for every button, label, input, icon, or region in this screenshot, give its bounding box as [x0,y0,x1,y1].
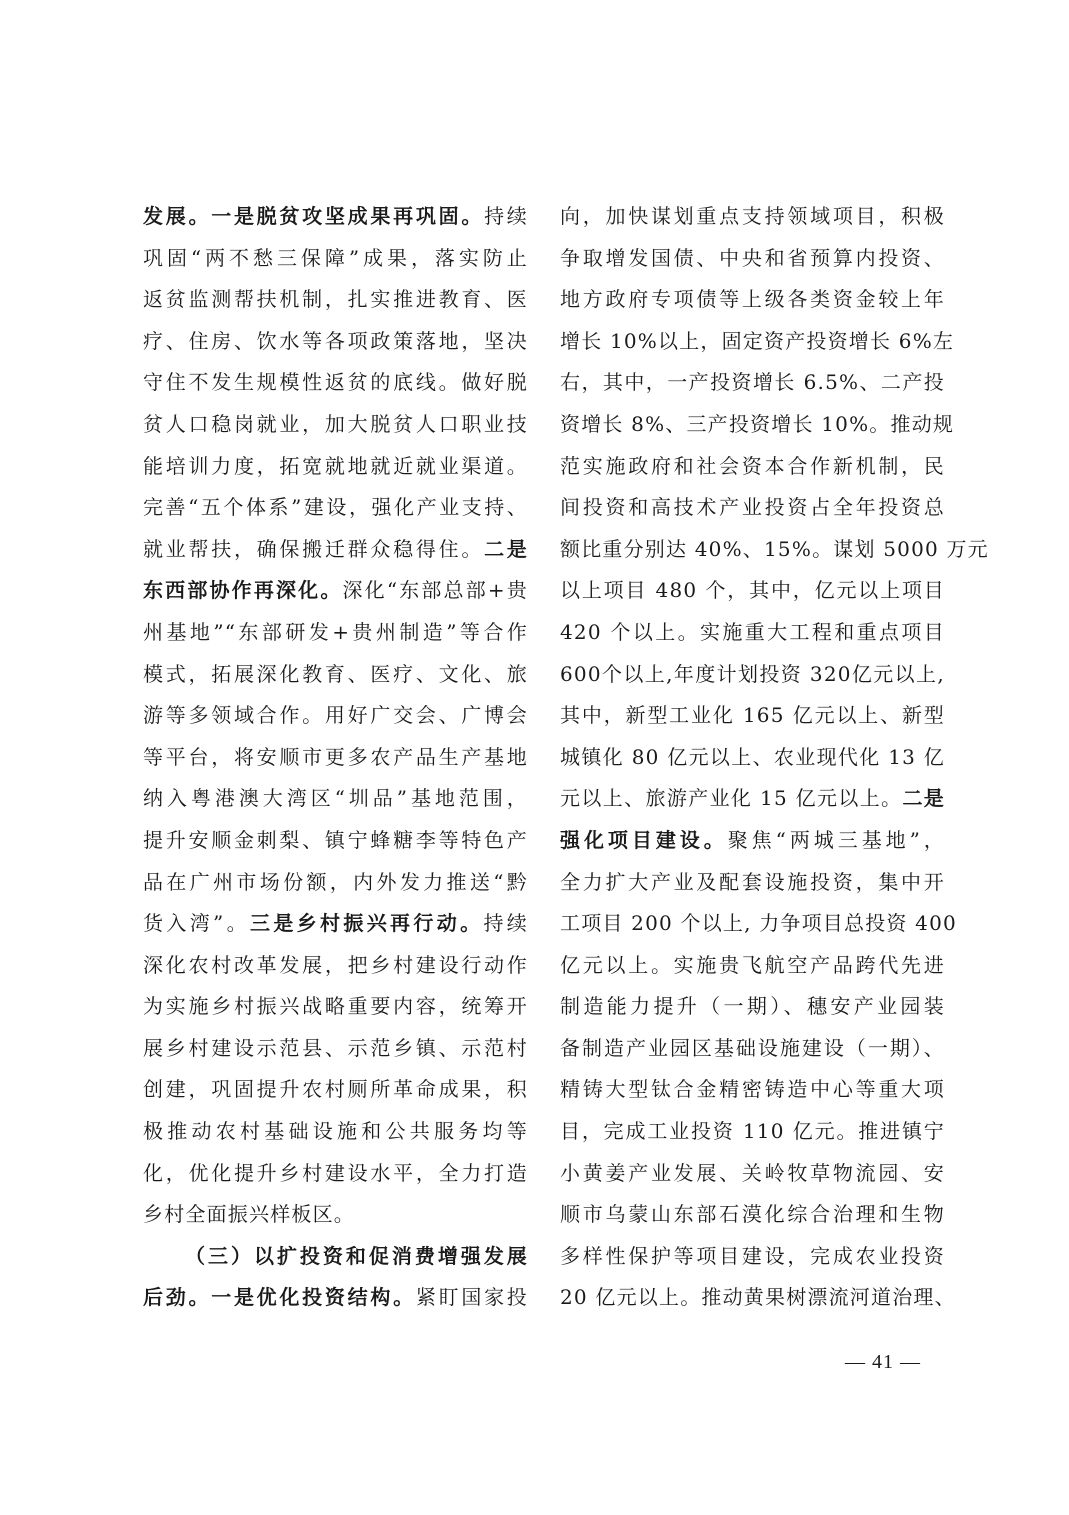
text-line [143,862,528,904]
text-line [560,695,945,737]
text-line [560,196,945,238]
body-text: 就业帮扶，确保搬迁群众稳得住。 [143,536,485,561]
text-line [143,279,528,321]
left-text-column [143,196,528,1319]
text-line [143,362,528,404]
text-line [143,1236,528,1278]
text-line [143,321,528,363]
body-text: 目，完成工业投资 110 亿元。推进镇宁 [560,1119,945,1144]
text-line [560,986,945,1028]
bold-heading-text: 二是 [484,536,528,561]
bold-heading-text: 二是 [902,786,946,811]
body-text: 化，优化提升乡村建设水平，全力打造 [143,1160,528,1185]
body-text: 其中，新型工业化 165 亿元以上、新型 [560,703,945,728]
body-text: 制造能力提升（一期）、穗安产业园装 [560,994,945,1019]
text-line [143,1153,528,1195]
body-text: 小黄姜产业发展、关岭牧草物流园、安 [560,1160,945,1185]
text-line [143,238,528,280]
text-line [143,1111,528,1153]
text-line [143,986,528,1028]
text-line [560,1277,956,1319]
text-line [143,1277,528,1319]
body-text: 向，加快谋划重点支持领域项目，积极 [560,204,945,228]
text-line [143,487,528,529]
body-text: 地方政府专项债等上级各类资金较上年 [560,287,945,312]
text-line [143,1028,528,1070]
text-line [143,196,528,238]
body-text: 展乡村建设示范县、示范乡镇、示范村 [143,1035,528,1060]
bold-heading-text: （三）以扩投资和促消费增强发展 [185,1243,528,1268]
text-line [560,654,945,696]
text-line [143,820,528,862]
text-line [560,612,945,654]
page-number: — 41 — [845,1351,921,1373]
text-line [560,945,945,987]
body-text: 备制造产业园区基础设施建设（一期）、 [560,1035,945,1060]
text-line [560,1069,945,1111]
body-text: 额比重分别达 40%、15%。谋划 5000 万元 [560,536,989,561]
body-text: 420 个以上。实施重大工程和重点项目 [560,619,945,644]
text-line [560,529,989,571]
text-line [143,1069,528,1111]
text-line [143,404,528,446]
body-text: 深化“东部总部+贵 [342,578,528,603]
body-text: 等平台，将安顺市更多农产品生产基地 [143,744,528,769]
text-line [560,362,945,404]
body-text: 返贫监测帮扶机制，扎实推进教育、医 [143,287,528,312]
text-line [560,862,945,904]
text-line [560,1194,945,1236]
body-text: 城镇化 80 亿元以上、农业现代化 13 亿 [560,744,945,769]
body-text: 巩固“两不愁三保障”成果，落实防止 [143,245,528,270]
text-line [143,1194,528,1236]
text-line [560,404,955,446]
text-line [560,903,957,945]
text-line [143,695,528,737]
body-text: 顺市乌蒙山东部石漠化综合治理和生物 [560,1202,945,1227]
text-line [560,279,945,321]
body-text: 持续 [483,911,529,936]
text-line [143,778,528,820]
body-text: 多样性保护等项目建设，完成农业投资 [560,1243,945,1268]
body-text: 纳入粤港澳大湾区“圳品”基地范围， [143,786,528,811]
text-line [560,570,945,612]
body-text: 守住不发生规模性返贫的底线。做好脱 [143,370,528,395]
body-text: 创建，巩固提升农村厕所革命成果，积 [143,1077,528,1102]
body-text: 能培训力度，拓宽就地就近就业渠道。 [143,453,528,478]
text-line [560,1153,945,1195]
body-text: 模式，拓展深化教育、医疗、文化、旅 [143,661,528,686]
body-text: 极推动农村基础设施和公共服务均等 [143,1119,528,1144]
body-text: 贫人口稳岗就业，加大脱贫人口职业技 [143,411,528,436]
body-text: 范实施政府和社会资本合作新机制，民 [560,453,945,478]
text-line [560,321,955,363]
text-line [560,778,945,820]
body-text: 完善“五个体系”建设，强化产业支持、 [143,495,528,520]
bold-heading-text: 发展。一是脱贫攻坚成果再巩固。 [143,204,485,228]
right-text-column [560,196,989,1319]
text-line [560,446,945,488]
body-text: 增长 10%以上，固定资产投资增长 6%左 [560,328,955,353]
text-line [143,945,528,987]
bold-heading-text: 东西部协作再深化。 [143,578,343,603]
text-line [560,1028,945,1070]
text-line [560,1236,945,1278]
body-text: 货入湾”。 [143,911,250,936]
bold-heading-text: 后劲。一是优化投资结构。 [143,1285,416,1310]
bold-heading-text: 强化项目建设。 [560,827,728,852]
body-text: 州基地”“东部研发+贵州制造”等合作 [143,619,528,644]
text-line [143,570,528,612]
body-text: 深化农村改革发展，把乡村建设行动作 [143,952,528,977]
text-line [143,446,528,488]
body-text: 提升安顺金刺梨、镇宁蜂糖李等特色产 [143,827,528,852]
body-text: 紧盯国家投 [415,1285,529,1310]
text-line [143,654,528,696]
body-text: 品在广州市场份额，内外发力推送“黔 [143,869,528,894]
body-text: 精铸大型钛合金精密铸造中心等重大项 [560,1077,945,1102]
text-line [560,487,945,529]
body-text: 持续 [484,204,528,228]
text-line [560,1111,945,1153]
body-text: 游等多领域合作。用好广交会、广博会 [143,703,528,728]
body-text: 亿元以上。实施贵飞航空产品跨代先进 [560,952,945,977]
body-text: 工项目 200 个以上, 力争项目总投资 400 [560,911,957,936]
body-text: 争取增发国债、中央和省预算内投资、 [560,245,945,270]
text-line [560,820,945,862]
body-text: 元以上、旅游产业化 15 亿元以上。 [560,786,903,811]
text-line [560,737,945,779]
text-line [143,529,528,571]
text-line [143,737,528,779]
body-text: 为实施乡村振兴战略重要内容，统筹开 [143,994,528,1019]
body-text: 聚焦“两城三基地”， [727,827,945,852]
body-text: 资增长 8%、三产投资增长 10%。推动规 [560,411,955,436]
body-text: 全力扩大产业及配套设施投资，集中开 [560,869,945,894]
body-text: 间投资和高技术产业投资占全年投资总 [560,495,945,520]
body-text: 疗、住房、饮水等各项政策落地，坚决 [143,328,528,353]
body-text: 以上项目 480 个，其中，亿元以上项目 [560,578,945,603]
text-line [560,238,945,280]
body-text: 右，其中，一产投资增长 6.5%、二产投 [560,370,945,395]
text-line [143,612,528,654]
body-text: 600个以上,年度计划投资 320亿元以上, [560,661,945,686]
text-line [143,903,528,945]
body-text: 20 亿元以上。推动黄果树漂流河道治理、 [560,1285,956,1310]
body-text: 乡村全面振兴样板区。 [143,1202,355,1227]
bold-heading-text: 三是乡村振兴再行动。 [249,911,484,936]
